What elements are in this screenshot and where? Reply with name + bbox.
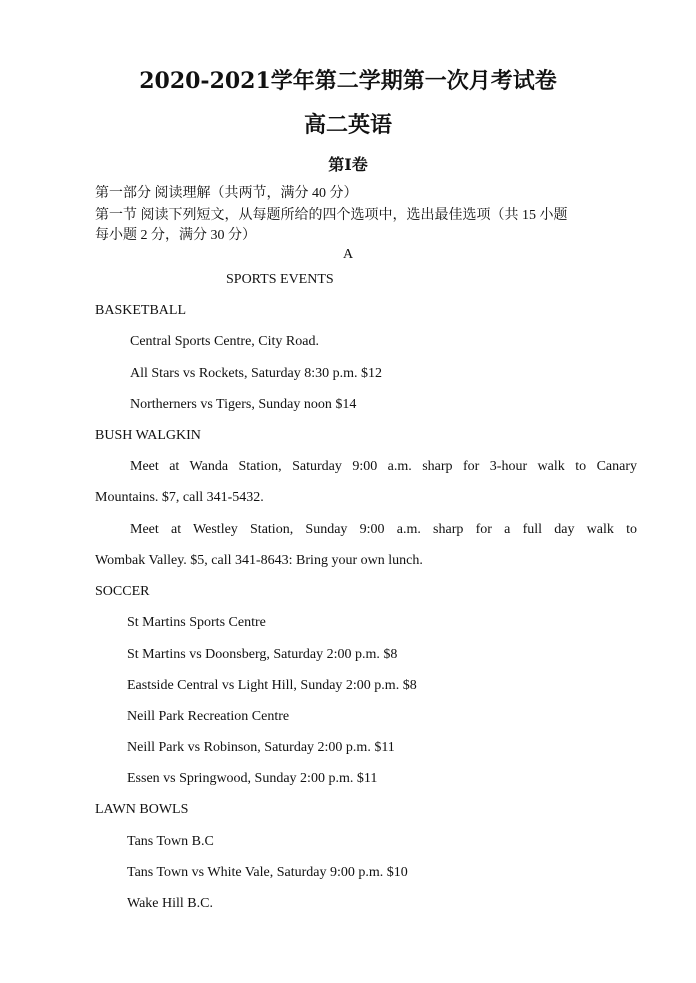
lawn-bowls-venue-2: Wake Hill B.C. (127, 896, 213, 911)
passage-letter: A (342, 247, 354, 262)
lawn-bowls-venue-1: Tans Town B.C (127, 834, 214, 849)
basketball-heading: BASKETBALL (95, 303, 186, 318)
lawn-bowls-heading: LAWN BOWLS (95, 802, 189, 817)
part1-instruction: 第一部分 阅读理解（共两节，满分 40 分） (95, 186, 358, 201)
soccer-venue-1: St Martins Sports Centre (127, 615, 266, 630)
exam-title: 2020-2021学年第二学期第一次月考试卷 (139, 68, 557, 94)
passage-heading: SPORTS EVENTS (226, 272, 334, 287)
soccer-heading: SOCCER (95, 584, 150, 599)
soccer-game-1: St Martins vs Doonsberg, Saturday 2:00 p.m. $8 (127, 647, 398, 662)
basketball-game-2: Northerners vs Tigers, Sunday noon $14 (130, 397, 357, 412)
soccer-game-3: Neill Park vs Robinson, Saturday 2:00 p.m. $11 (127, 740, 395, 755)
bush-walk-2-line-2: Wombak Valley. $5, call 341-8643: Bring your own lunch. (95, 553, 423, 568)
section1-instruction-cont: 每小题 2 分，满分 30 分） (95, 228, 256, 243)
soccer-game-4: Essen vs Springwood, Sunday 2:00 p.m. $11 (127, 771, 378, 786)
bush-walk-2-line-1: Meet at Westley Station, Sunday 9:00 a.m. sharp for a full day walk to (130, 522, 637, 537)
section1-instruction: 第一节 阅读下列短文，从每题所给的四个选项中，选出最佳选项（共 15 小题 (95, 208, 568, 223)
subject-title: 高二英语 (303, 112, 392, 138)
soccer-venue-2: Neill Park Recreation Centre (127, 709, 290, 724)
basketball-game-1: All Stars vs Rockets, Saturday 8:30 p.m. $12 (130, 366, 382, 381)
lawn-bowls-game-1: Tans Town vs White Vale, Saturday 9:00 p.m. $10 (127, 865, 408, 880)
bush-walking-heading: BUSH WALGKIN (95, 428, 201, 443)
bush-walk-1-line-2: Mountains. $7, call 341-5432. (95, 490, 264, 505)
basketball-venue: Central Sports Centre, City Road. (130, 334, 319, 349)
volume-title: 第Ⅰ卷 (328, 155, 368, 174)
bush-walk-1-line-1: Meet at Wanda Station, Saturday 9:00 a.m. sharp for 3-hour walk to Canary (130, 459, 637, 474)
soccer-game-2: Eastside Central vs Light Hill, Sunday 2:00 p.m. $8 (127, 678, 417, 693)
